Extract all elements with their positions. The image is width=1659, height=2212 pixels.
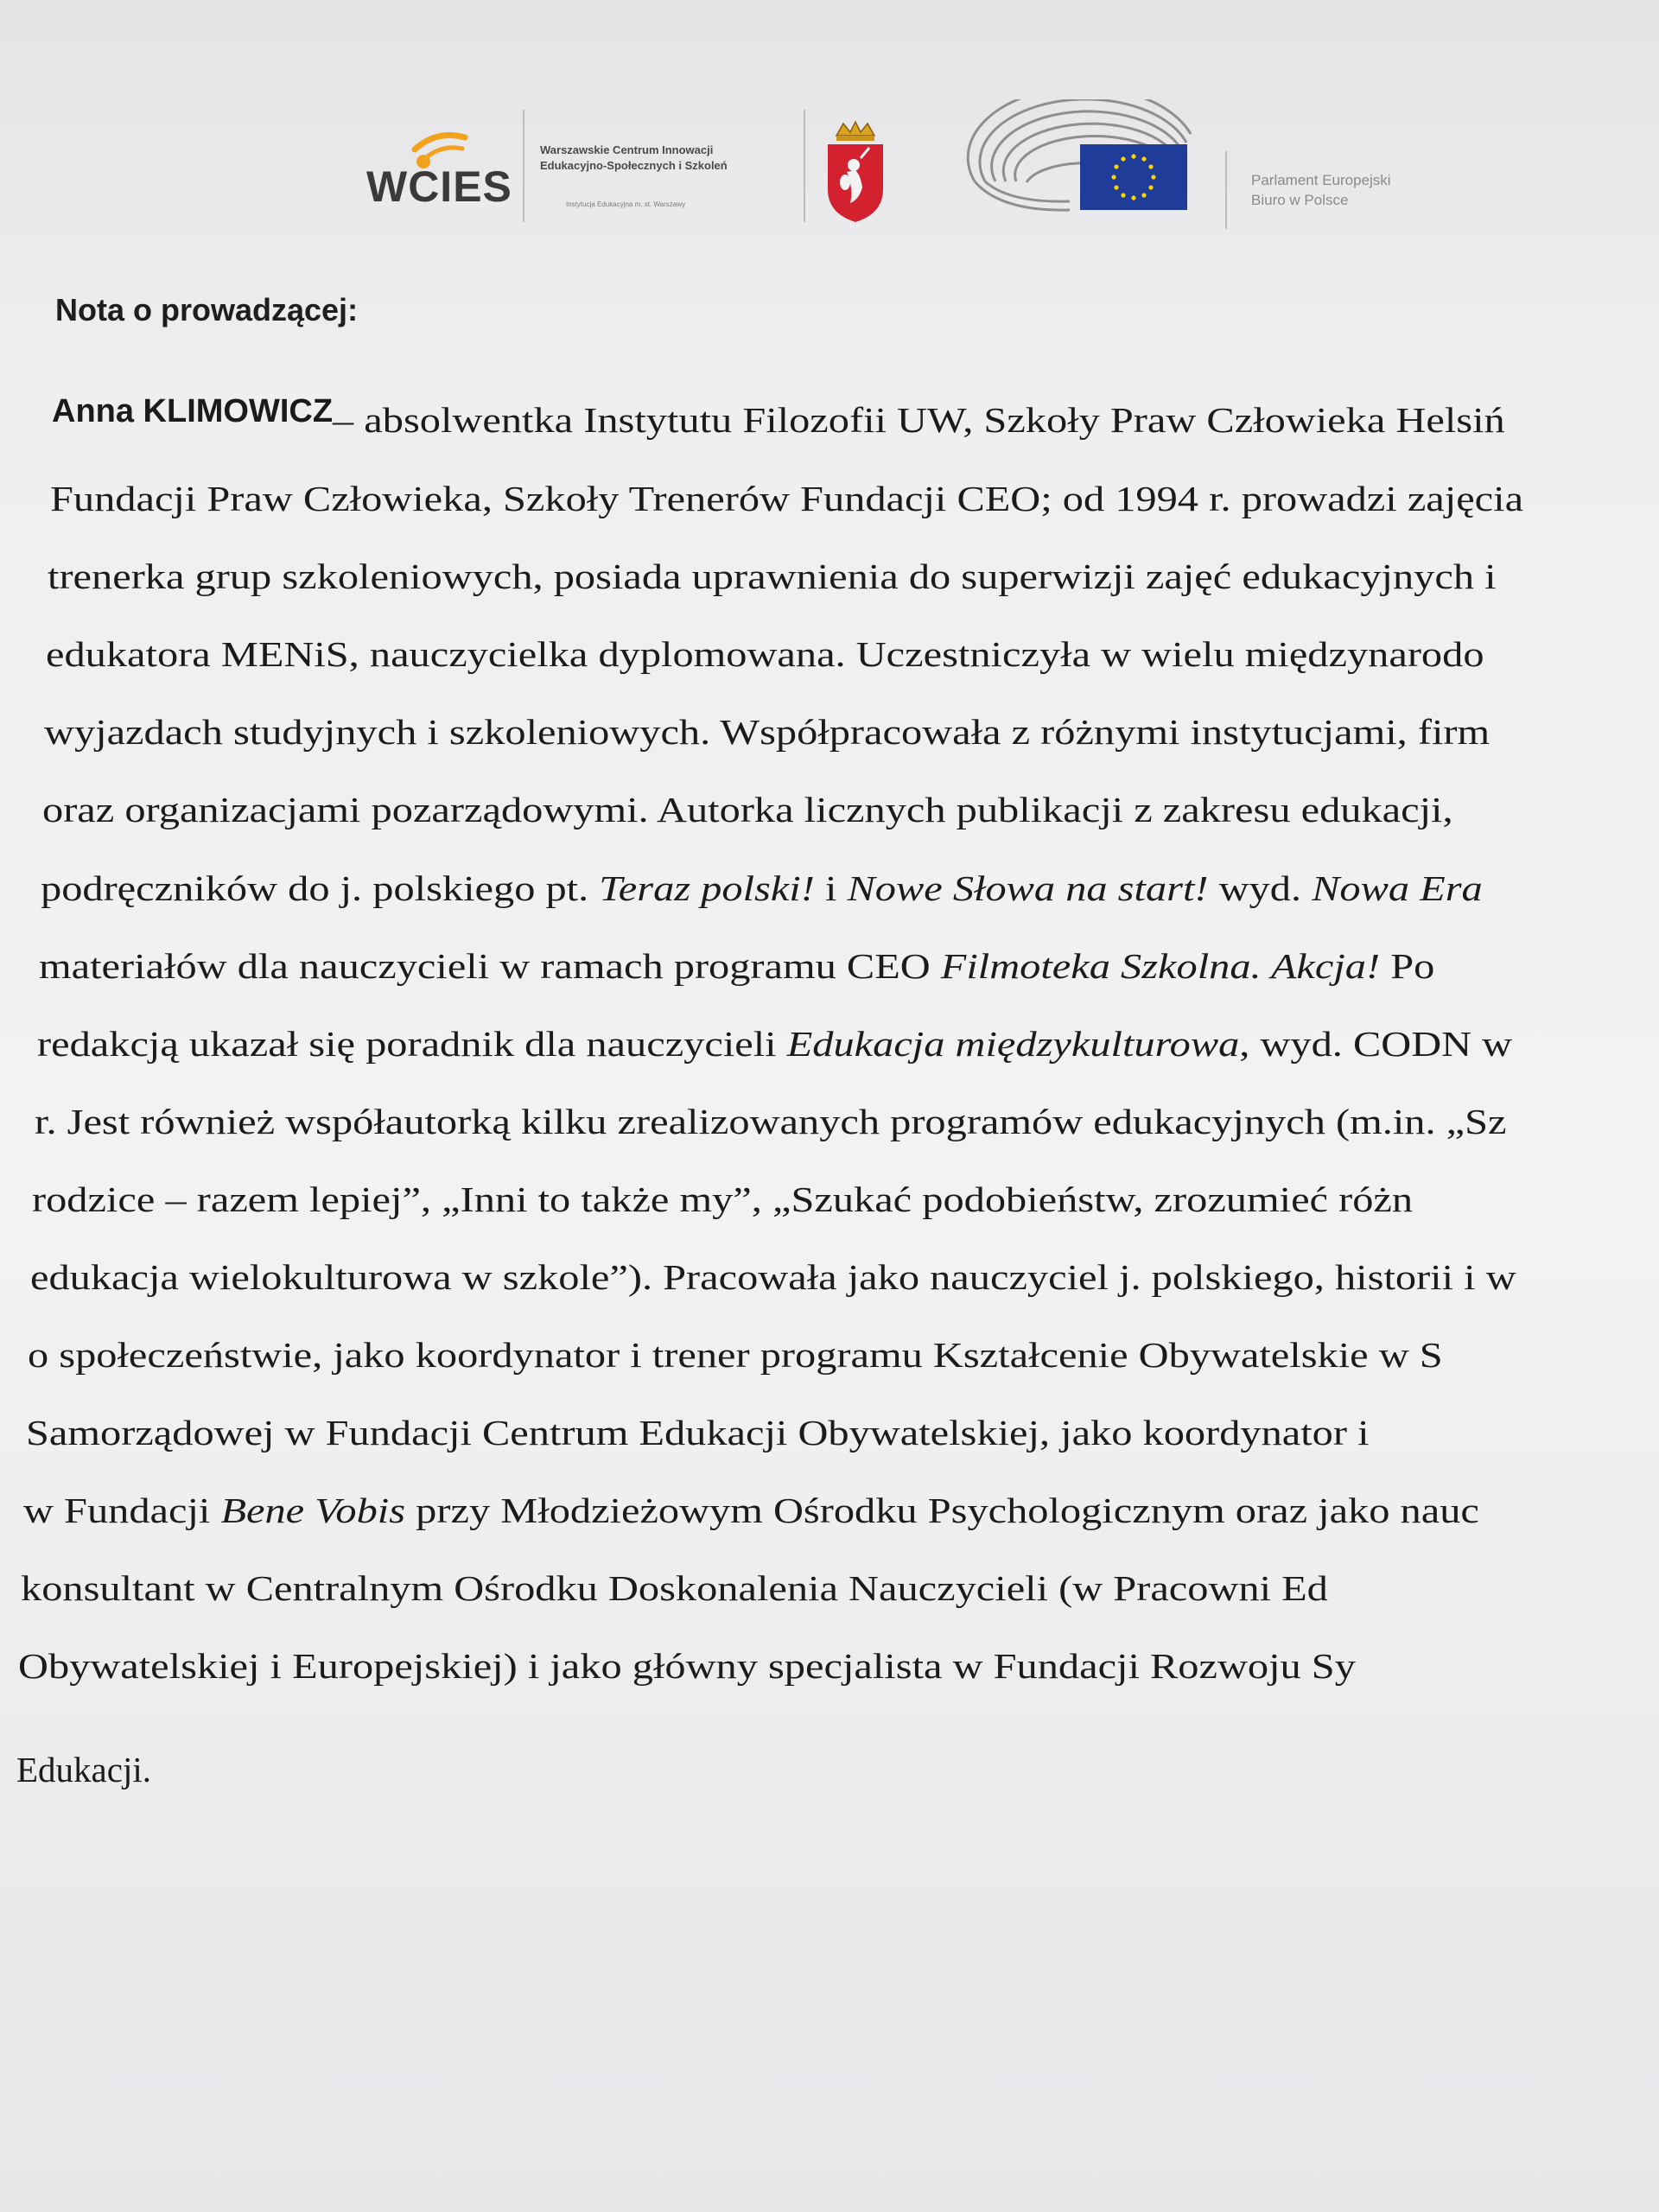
biography-line <box>48 556 1497 597</box>
biography-line <box>23 1490 1479 1531</box>
text-run: oraz organizacjami pozarządowymi. Autorka licznych publikacji z zakresu edukacji, <box>42 790 1453 830</box>
biography-line <box>37 1023 1512 1065</box>
italic-title: Teraz polski! <box>599 868 815 908</box>
biography-line <box>21 1567 1328 1609</box>
wcies-name-line1: Warszawskie Centrum Innowacji <box>540 143 714 156</box>
italic-title: Nowe Słowa na start! <box>847 868 1209 908</box>
biography-line <box>30 1256 1516 1298</box>
italic-title: Edukacja międzykulturowa <box>786 1024 1240 1064</box>
text-run: edukacja wielokulturowa w szkole”). Pracowała jako nauczyciel j. polskiego, historii i w <box>30 1257 1516 1297</box>
biography-line <box>26 1412 1370 1453</box>
text-run: konsultant w Centralnym Ośrodku Doskonalenia Nauczycieli (w Pracowni Ed <box>21 1568 1328 1608</box>
text-run: , wyd. CODN w <box>1239 1024 1513 1064</box>
biography-line <box>32 1179 1413 1220</box>
text-run: podręczników do j. polskiego pt. <box>41 868 600 908</box>
text-run: i <box>814 868 848 908</box>
text-run: przy Młodzieżowym Ośrodku Psychologicznym oraz jako nauc <box>405 1491 1479 1530</box>
italic-title: Filmoteka Szkolna. Akcja! <box>940 946 1381 986</box>
biography-line <box>41 868 1483 909</box>
logo-divider <box>804 110 805 222</box>
biography-line <box>46 633 1484 675</box>
text-run: – absolwentka Instytutu Filozofii UW, Szkoły Praw Człowieka Helsiń <box>333 400 1505 440</box>
european-parliament-logo <box>966 99 1208 216</box>
biography-line <box>35 1101 1507 1142</box>
section-heading: Nota o prowadzącej: <box>55 292 359 327</box>
header-logos <box>354 99 1478 238</box>
text-run: wyjazdach studyjnych i szkoleniowych. Współpracowała z różnymi instytucjami, firm <box>44 712 1491 752</box>
biography-line <box>44 711 1490 753</box>
biography-line <box>18 1645 1356 1687</box>
european-parliament-label <box>1251 170 1391 210</box>
wcies-logo-label: WCIES <box>366 162 512 211</box>
text-run: edukatora MENiS, nauczycielka dyplomowana. Uczestniczyła w wielu międzynarodo <box>46 634 1484 674</box>
text-run: Edukacji. <box>16 1750 151 1789</box>
text-run: redakcją ukazał się poradnik dla nauczycieli <box>37 1024 787 1064</box>
wcies-full-name <box>540 143 791 174</box>
person-name: Anna KLIMOWICZ <box>52 393 334 429</box>
text-run: Po <box>1380 946 1435 986</box>
logo-divider <box>1225 151 1227 229</box>
biography-line <box>39 945 1434 987</box>
warsaw-crest-icon <box>821 120 890 224</box>
text-run: rodzice – razem lepiej”, „Inni to także my”, „Szukać podobieństw, zrozumieć różn <box>32 1179 1414 1219</box>
biography-line <box>16 1749 151 1790</box>
biography-line <box>42 789 1453 830</box>
text-run: r. Jest również współautorką kilku zrealizowanych programów edukacyjnych (m.in. „Sz <box>35 1102 1507 1141</box>
biography-first-line <box>333 399 1505 441</box>
text-run: materiałów dla nauczycieli w ramach programu CEO <box>39 946 941 986</box>
wcies-logo-text <box>366 162 512 212</box>
text-run: wyd. <box>1208 868 1313 908</box>
text-run: trenerka grup szkoleniowych, posiada uprawnienia do superwizji zajęć edukacyjnych i <box>48 556 1497 596</box>
biography-line <box>28 1334 1443 1376</box>
logo-divider <box>523 110 524 222</box>
italic-title: Nowa Era <box>1312 868 1483 908</box>
wcies-subline: Instytucja Edukacyjna m. st. Warszawy <box>566 200 685 208</box>
text-run: Obywatelskiej i Europejskiej) i jako główny specjalista w Fundacji Rozwoju Sy <box>18 1646 1356 1686</box>
ep-label-line2: Biuro w Polsce <box>1251 192 1349 208</box>
text-run: w Fundacji <box>23 1491 221 1530</box>
text-run: Samorządowej w Fundacji Centrum Edukacji Obywatelskiej, jako koordynator i <box>26 1413 1370 1452</box>
text-run: Fundacji Praw Człowieka, Szkoły Trenerów Fundacji CEO; od 1994 r. prowadzi zajęcia <box>50 479 1524 518</box>
italic-title: Bene Vobis <box>220 1491 406 1530</box>
ep-label-line1: Parlament Europejski <box>1251 172 1391 188</box>
text-run: o społeczeństwie, jako koordynator i trener programu Kształcenie Obywatelskie w S <box>28 1335 1443 1375</box>
wcies-name-line2: Edukacyjno-Społecznych i Szkoleń <box>540 159 728 172</box>
biography-line <box>50 478 1523 519</box>
